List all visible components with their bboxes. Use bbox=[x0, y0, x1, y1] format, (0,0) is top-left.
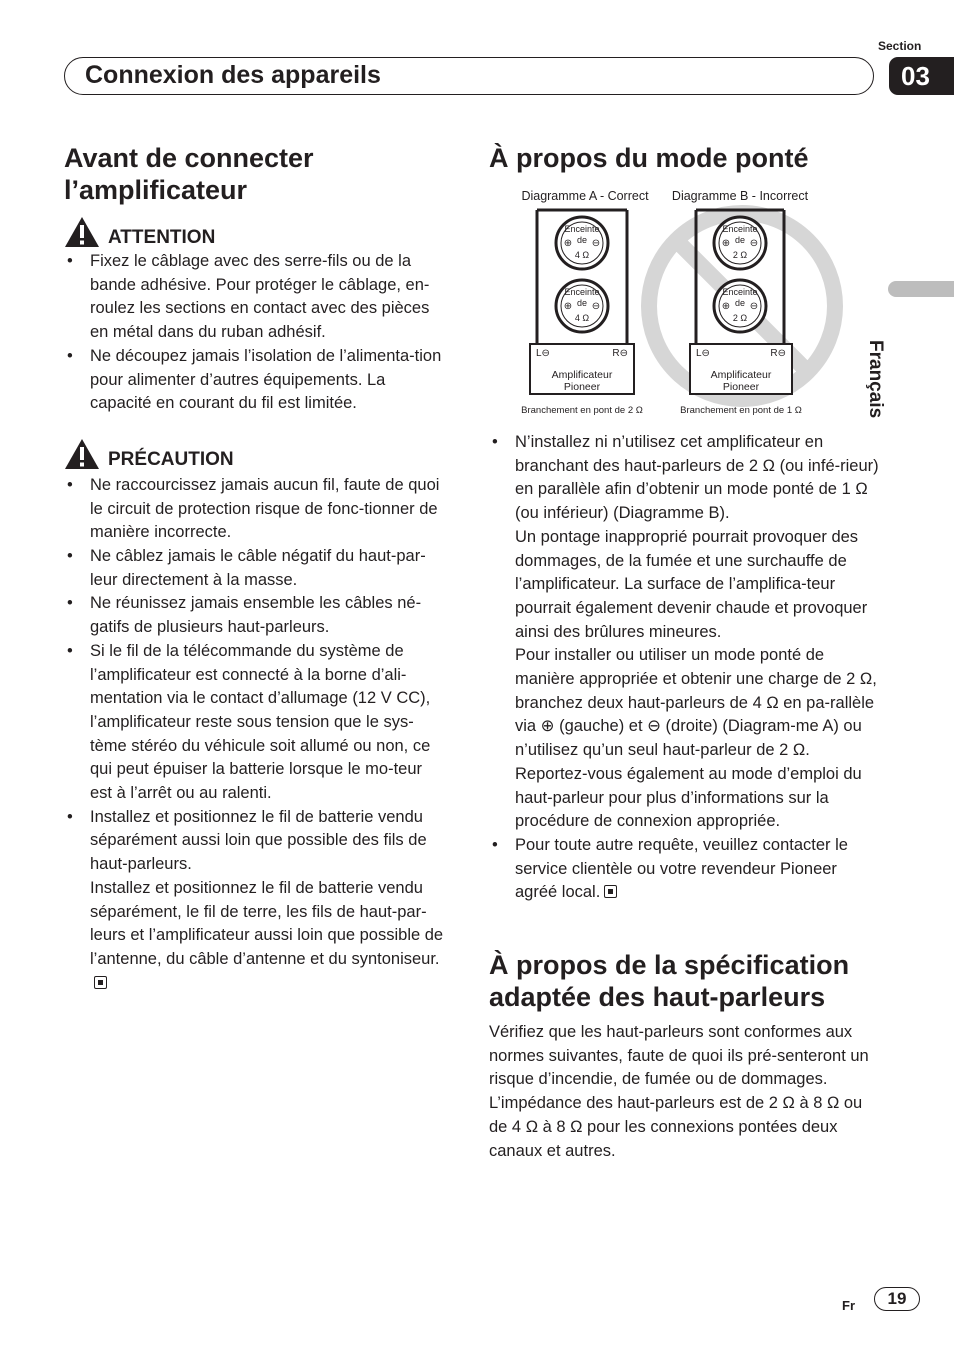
speaker-impedance: 2 Ω bbox=[732, 250, 748, 260]
amplifier-a bbox=[530, 344, 634, 394]
attention-header bbox=[64, 216, 448, 248]
list-item: • Ne découpez jamais l’isolation de l’alimenta-tion pour alimenter d’autres équipements. La capacité en courant du fil est limitée. bbox=[64, 345, 448, 416]
chapter-title: Connexion des appareils bbox=[85, 61, 381, 89]
amp-name: Amplificateur bbox=[710, 369, 772, 381]
svg-text:⊕: ⊕ bbox=[721, 301, 731, 312]
svg-text:⊖: ⊖ bbox=[591, 238, 601, 249]
svg-text:⊖: ⊖ bbox=[591, 301, 601, 312]
svg-text:⊕: ⊕ bbox=[563, 238, 573, 249]
speaker-label: de bbox=[734, 298, 746, 308]
footer-language: Fr bbox=[842, 1298, 855, 1313]
speaker-impedance: 2 Ω bbox=[732, 313, 748, 323]
svg-text:⊖: ⊖ bbox=[749, 238, 759, 249]
section-label: Section bbox=[878, 39, 922, 53]
bridge-mode-list bbox=[489, 431, 881, 905]
amplifier-b bbox=[690, 344, 792, 394]
specification-paragraph: Vérifiez que les haut-parleurs sont conformes aux normes suivantes, faute de quoi ils pré-senteront un risque d’incendie, de fumée ou de dommages. L’impédance des haut-parleurs est de 2 Ω à 8 Ω ou de 4 Ω à 8 Ω pour les connexions pontées deux canaux et autres. bbox=[489, 1023, 869, 1160]
heading-mode-ponte: À propos du mode ponté bbox=[489, 143, 809, 173]
precaution-header bbox=[64, 438, 448, 470]
list-item: • Fixez le câblage avec des serre-fils ou de la bande adhésive. Pour protéger le câblage, en-roulez les sections en contact avec des pièces en métal dans du ruban adhésif. bbox=[64, 250, 448, 345]
diagram-a-label: Diagramme A - Correct bbox=[521, 189, 649, 203]
diagram-b-label: Diagramme B - Incorrect bbox=[671, 189, 809, 203]
list-item: • Ne raccourcissez jamais aucun fil, faute de quoi le circuit de protection risque de fonc-tionner de manière incorrecte. bbox=[64, 474, 448, 545]
list-item-text: Reportez-vous également au mode d’emploi du haut-parleur pour plus d’informations sur la procédure de connexion appropriée. bbox=[515, 764, 862, 831]
right-column-body bbox=[489, 431, 881, 1163]
warning-icon bbox=[64, 216, 100, 248]
speaker-a2 bbox=[556, 280, 608, 332]
section-number: 03 bbox=[889, 57, 954, 95]
bridge-mode-diagram bbox=[510, 182, 850, 422]
list-item bbox=[64, 806, 448, 996]
list-item: • Ne câblez jamais le câble négatif du haut-par-leur directement à la masse. bbox=[64, 545, 448, 592]
heading-avant-connecter: Avant de connecter l’amplificateur bbox=[64, 143, 314, 205]
end-mark-icon bbox=[604, 885, 617, 898]
list-item-text: • N’installez ni n’utilisez cet amplificateur en branchant des haut-parleurs de 2 Ω (ou infé-rieur) en parallèle afin d’obtenir un mode ponté de 1 Ω (ou inférieur) (Diagramme B). bbox=[515, 433, 879, 523]
list-item: • Si le fil de la télécommande du système de l’amplificateur est connecté à la borne d’ali-mentation via le contact d’allumage (12 V CC), l’amplificateur reste sous tension que le sys-tème stéréo du véhicule soit allumé ou non, ce qui peut épuiser la batterie lorsque le mo-teur est à l’arrêt ou au ralenti. bbox=[64, 640, 448, 806]
page-number: 19 bbox=[874, 1287, 920, 1311]
speaker-b2 bbox=[714, 280, 766, 332]
speaker-label: Enceinte bbox=[722, 224, 758, 234]
speaker-impedance: 4 Ω bbox=[574, 313, 590, 323]
speaker-impedance: 4 Ω bbox=[574, 250, 590, 260]
list-item-text: • Installez et positionnez le fil de batterie vendu séparément aussi loin que possible des fils de haut-parleurs. bbox=[90, 807, 427, 874]
attention-title: ATTENTION bbox=[108, 227, 216, 248]
language-tab bbox=[888, 281, 954, 297]
warning-icon bbox=[64, 438, 100, 470]
language-label: Français bbox=[865, 340, 886, 419]
heading-specification: À propos de la spécification adaptée des haut-parleurs bbox=[489, 950, 850, 1013]
list-item bbox=[489, 834, 881, 905]
speaker-label: Enceinte bbox=[564, 224, 600, 234]
amp-name: Amplificateur bbox=[551, 369, 613, 381]
svg-text:⊕: ⊕ bbox=[563, 301, 573, 312]
amp-brand: Pioneer bbox=[722, 381, 760, 393]
left-column bbox=[64, 142, 448, 995]
speaker-label: de bbox=[576, 298, 588, 308]
precaution-list bbox=[64, 474, 448, 995]
speaker-b1 bbox=[714, 217, 766, 269]
list-item-text: Un pontage inapproprié pourrait provoquer des dommages, de la fumée et une surchauffe de l’amplificateur. La surface de l’amplifica-teur pourrait également devenir chaude et provoquer ainsi des brûlures mineures. bbox=[515, 527, 868, 641]
list-item-text: Pour installer ou utiliser un mode ponté de manière appropriée et obtenir une charge de 2 Ω, branchez deux haut-parleurs de 4 Ω en pa-rallèle via ⊕ (gauche) et ⊖ (droite) (Diagram-me A) ou n’utilisez qu’un seul haut-parleur de 2 Ω. bbox=[515, 646, 877, 760]
svg-text:⊖: ⊖ bbox=[749, 301, 759, 312]
speaker-a1 bbox=[556, 217, 608, 269]
amp-brand: Pioneer bbox=[563, 381, 601, 393]
precaution-title: PRÉCAUTION bbox=[108, 448, 234, 470]
list-item bbox=[489, 431, 881, 834]
end-mark-icon bbox=[94, 976, 107, 989]
right-column bbox=[489, 142, 881, 174]
speaker-label: de bbox=[576, 235, 588, 245]
list-item-text: Pour toute autre requête, veuillez contacter le service clientèle ou votre revendeur Pioneer agréé local. bbox=[515, 835, 848, 902]
diagram-b-caption: Branchement en pont de 1 Ω bbox=[680, 405, 802, 416]
diagram-a-caption: Branchement en pont de 2 Ω bbox=[521, 405, 643, 416]
terminal-left: L⊖ bbox=[536, 348, 550, 359]
speaker-label: Enceinte bbox=[722, 287, 758, 297]
list-item-text: Installez et positionnez le fil de batterie vendu séparément, le fil de terre, les fils de haut-par-leurs et l’amplificateur aussi loin que possible de l’antenne, du câble d’antenne et du syntoniseur. bbox=[90, 878, 444, 968]
attention-list bbox=[64, 250, 448, 416]
terminal-right: R⊖ bbox=[770, 348, 786, 359]
terminal-right: R⊖ bbox=[612, 348, 628, 359]
list-item: • Ne réunissez jamais ensemble les câbles né-gatifs de plusieurs haut-parleurs. bbox=[64, 592, 448, 639]
terminal-left: L⊖ bbox=[696, 348, 710, 359]
chapter-header bbox=[64, 57, 874, 95]
speaker-label: Enceinte bbox=[564, 287, 600, 297]
svg-text:⊕: ⊕ bbox=[721, 238, 731, 249]
speaker-label: de bbox=[734, 235, 746, 245]
